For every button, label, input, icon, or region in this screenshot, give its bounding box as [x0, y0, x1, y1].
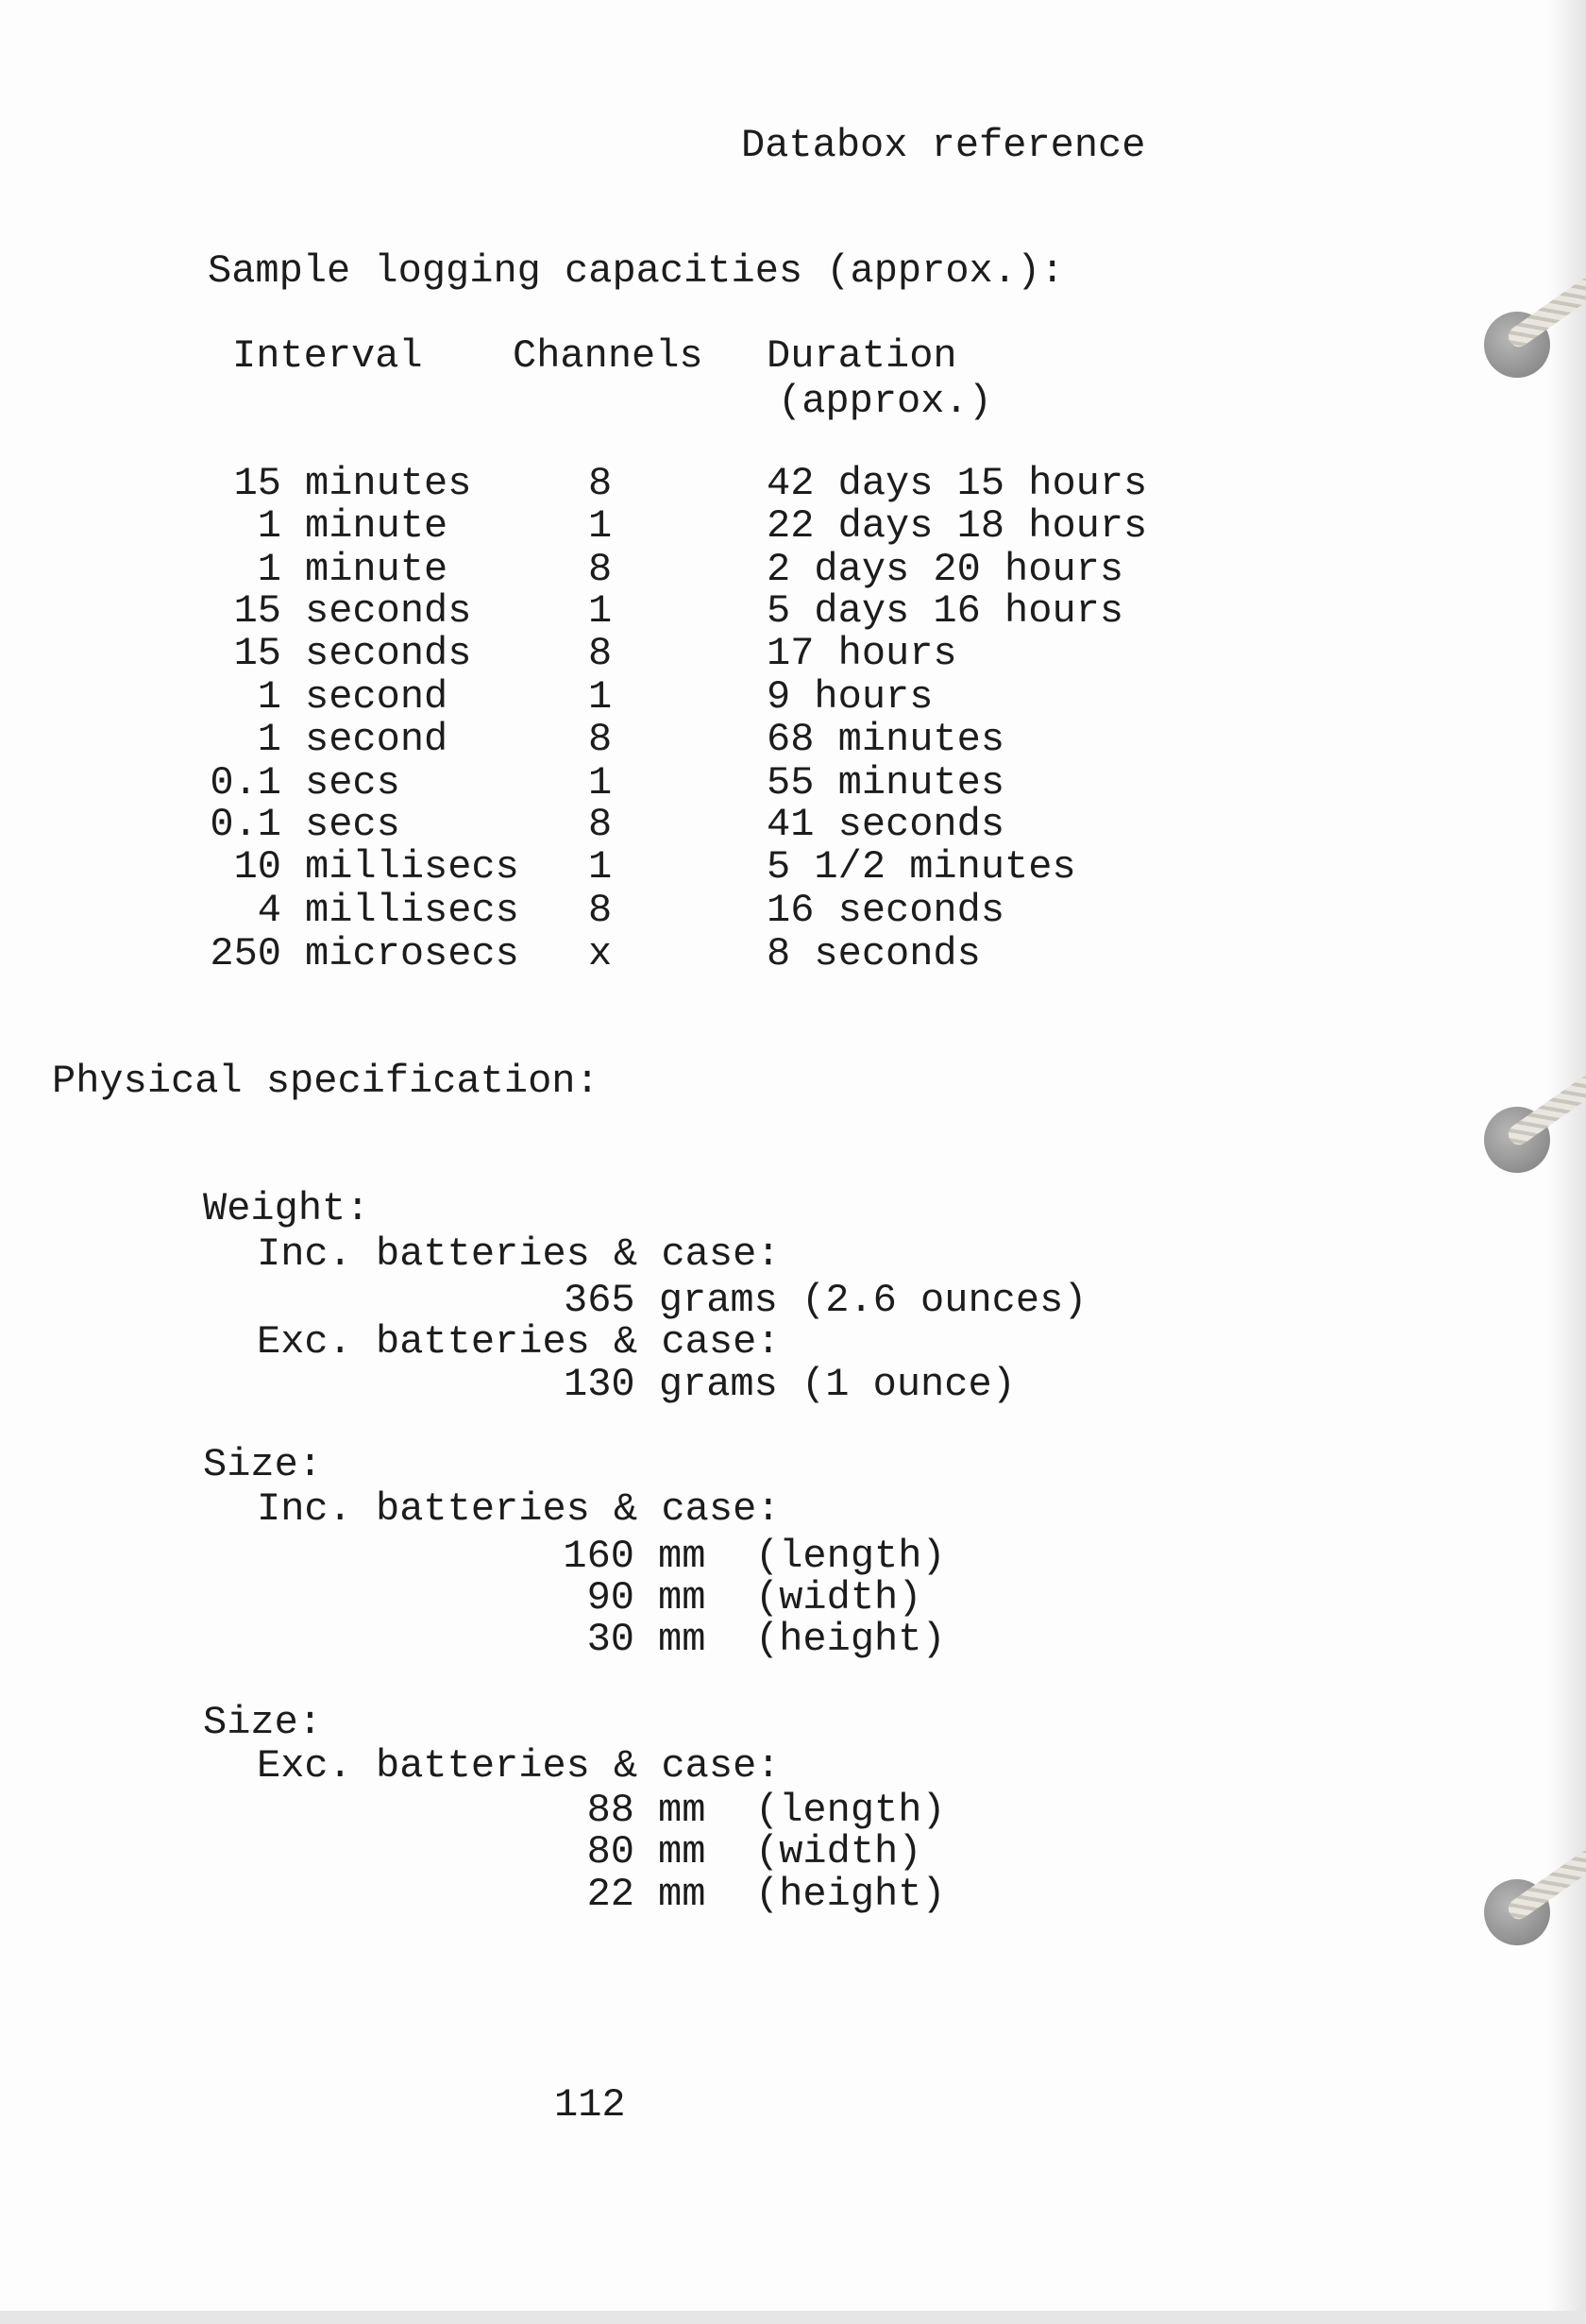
column-header-duration: Duration: [767, 333, 957, 379]
channels-value: 1: [588, 503, 613, 549]
channels-value: 8: [588, 631, 613, 676]
size-inc-sub-label: Inc. batteries & case:: [257, 1486, 781, 1532]
page-bottom-edge: [0, 2311, 1586, 2324]
weight-exc-label: Exc. batteries & case:: [257, 1319, 781, 1365]
dimension-unit: mm: [658, 1788, 706, 1833]
weight-inc-label: Inc. batteries & case:: [257, 1231, 781, 1277]
dimension-unit: mm: [658, 1534, 706, 1579]
duration-value: 68 minutes: [767, 717, 1005, 762]
interval-unit: minute: [305, 547, 448, 592]
interval-number: 1: [257, 674, 281, 720]
weight-inc-value: 365 grams (2.6 ounces): [564, 1278, 1088, 1323]
channels-value: 8: [588, 461, 613, 506]
dimension-number: 160: [563, 1534, 634, 1579]
dimension-number: 90: [586, 1575, 634, 1620]
interval-number: 15: [233, 631, 281, 676]
interval-number: 1: [257, 717, 281, 762]
dimension-name: (width): [755, 1575, 922, 1620]
interval-unit: second: [305, 674, 448, 720]
dimension-unit: mm: [658, 1575, 706, 1620]
duration-value: 16 seconds: [767, 888, 1005, 933]
size-exc-sub-label: Exc. batteries & case:: [257, 1743, 781, 1789]
dimension-name: (length): [755, 1788, 946, 1833]
interval-unit: secs: [305, 760, 400, 806]
duration-value: 22 days 18 hours: [767, 503, 1148, 549]
interval-unit: microsecs: [305, 931, 519, 976]
interval-unit: millisecs: [305, 888, 519, 933]
channels-value: 8: [588, 717, 613, 762]
column-header-duration-note: (approx.): [778, 379, 992, 424]
duration-value: 41 seconds: [767, 802, 1005, 847]
dimension-number: 88: [586, 1788, 634, 1833]
page-edge-shadow: [1548, 0, 1586, 2324]
duration-value: 2 days 20 hours: [767, 547, 1124, 592]
dimension-unit: mm: [658, 1829, 706, 1874]
weight-label: Weight:: [203, 1186, 370, 1231]
dimension-number: 22: [586, 1872, 634, 1917]
dimension-number: 30: [586, 1617, 634, 1662]
interval-number: 1: [257, 503, 281, 549]
interval-number: 0.1: [210, 802, 281, 847]
duration-value: 42 days 15 hours: [767, 461, 1148, 506]
duration-value: 17 hours: [767, 631, 957, 676]
dimension-name: (length): [755, 1534, 946, 1579]
interval-unit: seconds: [305, 588, 472, 634]
interval-number: 15: [233, 588, 281, 634]
interval-unit: seconds: [305, 631, 472, 676]
section-title-physical: Physical specification:: [52, 1059, 599, 1104]
channels-value: x: [588, 931, 613, 976]
page-number: 112: [554, 2082, 626, 2128]
channels-value: 1: [588, 844, 613, 890]
interval-unit: minutes: [305, 461, 472, 506]
weight-exc-value: 130 grams (1 ounce): [564, 1362, 1016, 1407]
interval-number: 1: [257, 547, 281, 592]
dimension-number: 80: [586, 1829, 634, 1874]
channels-value: 1: [588, 588, 613, 634]
duration-value: 8 seconds: [767, 931, 981, 976]
channels-value: 1: [588, 674, 613, 720]
interval-number: 4: [257, 888, 281, 933]
interval-unit: second: [305, 717, 448, 762]
interval-unit: minute: [305, 503, 448, 549]
interval-unit: millisecs: [305, 844, 519, 890]
duration-value: 9 hours: [767, 674, 934, 720]
dimension-name: (height): [755, 1872, 946, 1917]
duration-value: 5 1/2 minutes: [767, 844, 1076, 890]
size-inc-label: Size:: [203, 1442, 323, 1487]
interval-unit: secs: [305, 802, 400, 847]
interval-number: 10: [233, 844, 281, 890]
dimension-name: (width): [755, 1829, 922, 1874]
column-header-interval: Interval: [232, 333, 423, 379]
section-title-sample-logging: Sample logging capacities (approx.):: [208, 248, 1065, 294]
duration-value: 55 minutes: [767, 760, 1005, 806]
column-header-channels: Channels: [513, 333, 703, 379]
channels-value: 8: [588, 888, 613, 933]
channels-value: 1: [588, 760, 613, 806]
dimension-unit: mm: [658, 1872, 706, 1917]
running-title: Databox reference: [741, 123, 1146, 168]
channels-value: 8: [588, 802, 613, 847]
channels-value: 8: [588, 547, 613, 592]
interval-number: 15: [233, 461, 281, 506]
interval-number: 0.1: [210, 760, 281, 806]
duration-value: 5 days 16 hours: [767, 588, 1124, 634]
dimension-unit: mm: [658, 1617, 706, 1662]
size-exc-label: Size:: [203, 1700, 323, 1745]
interval-number: 250: [210, 931, 281, 976]
dimension-name: (height): [755, 1617, 946, 1662]
